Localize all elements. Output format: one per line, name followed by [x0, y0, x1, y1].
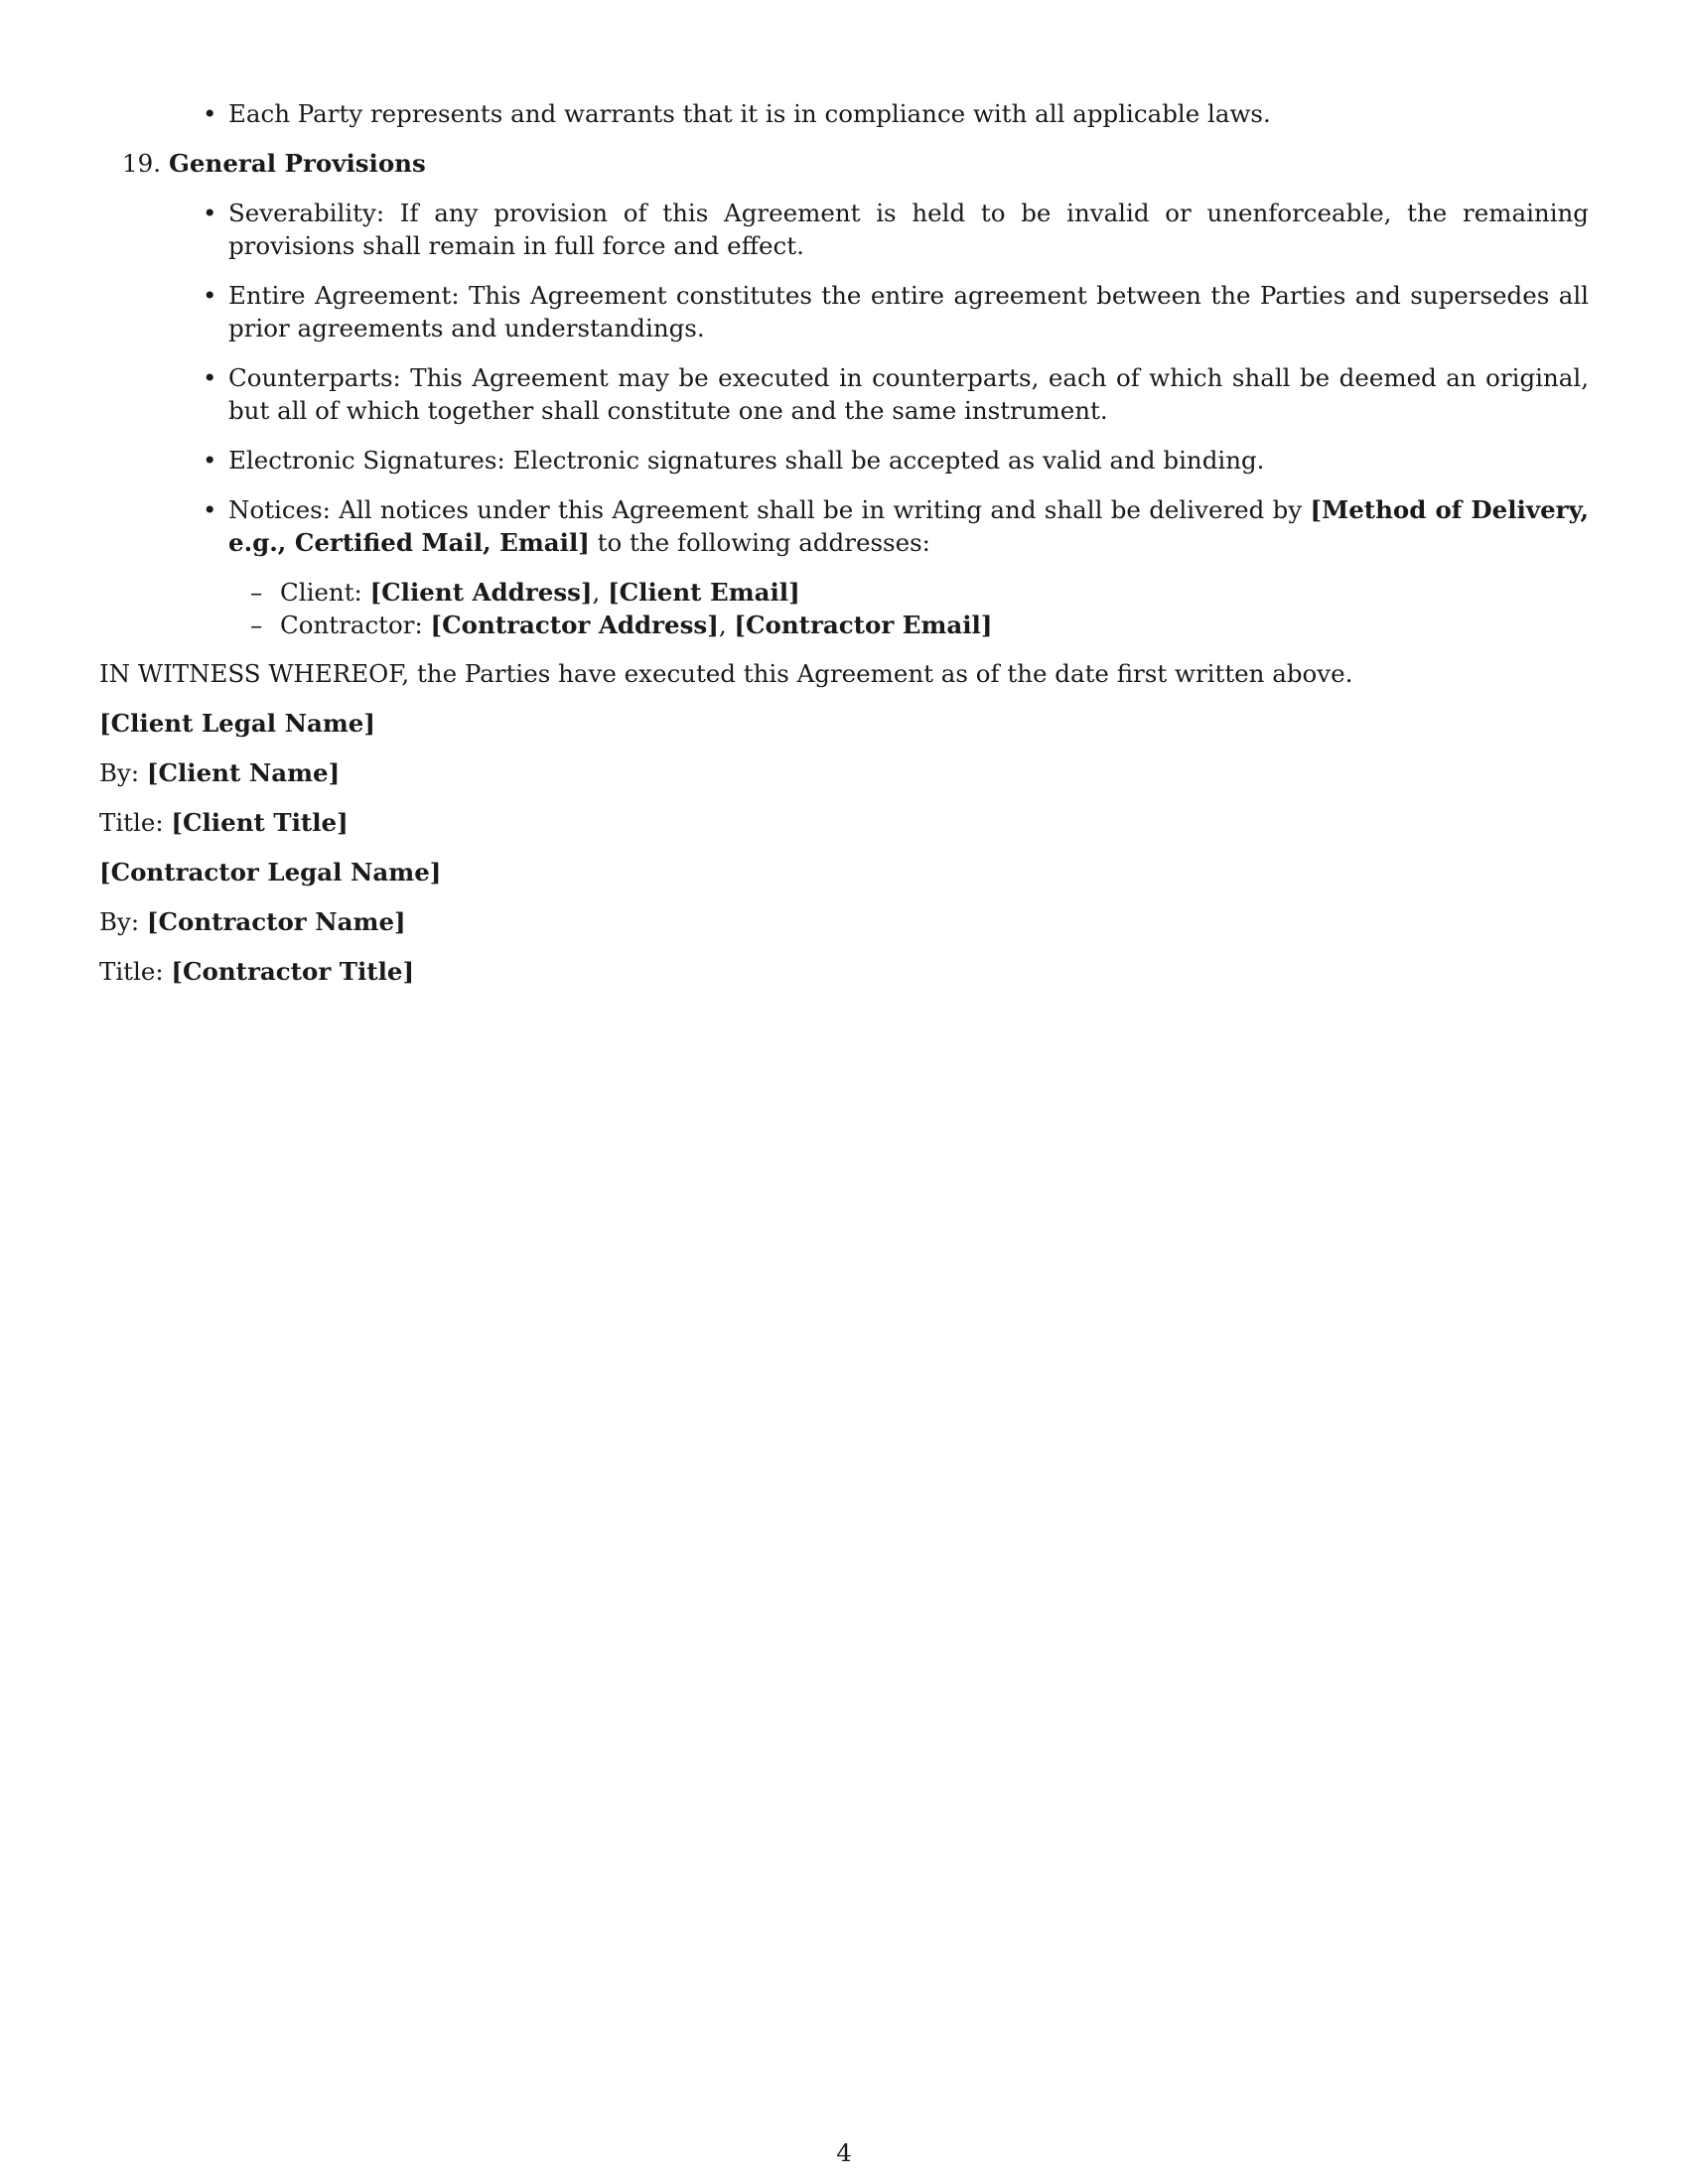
contractor-email: [Contractor Email]	[734, 611, 993, 639]
bullet-marker: •	[203, 363, 217, 392]
notices-prefix: Notices: All notices under this Agreement shall be in writing and shall be delivered by	[228, 495, 1311, 524]
by-label: By:	[99, 758, 147, 787]
contractor-address: [Contractor Address]	[430, 611, 719, 639]
notices-method: [Method of Delivery, e.g., Certified Mail, Email]	[228, 495, 1589, 557]
list-item-entire-agreement	[203, 279, 1589, 344]
list-item-text: Electronic Signatures: Electronic signatures shall be accepted as valid and binding.	[228, 446, 1265, 475]
witness-paragraph: IN WITNESS WHEREOF, the Parties have executed this Agreement as of the date first written above.	[99, 659, 1353, 688]
bullet-marker: •	[203, 199, 217, 227]
page-number: 4	[836, 2138, 852, 2167]
title-label: Title:	[99, 957, 172, 986]
section-title: General Provisions	[169, 149, 426, 178]
page-content	[99, 97, 1589, 988]
contractor-name: [Contractor Name]	[146, 907, 406, 936]
contractor-title-line	[99, 955, 1589, 988]
client-email: [Client Email]	[608, 578, 800, 607]
client-legal-name: [Client Legal Name]	[99, 709, 375, 738]
by-label: By:	[99, 907, 147, 936]
list-item-text: Counterparts: This Agreement may be executed in counterparts, each of which shall be deemed an original, but all of which together shall constitute one and the same instrument.	[228, 363, 1589, 425]
client-by-line	[99, 756, 1589, 789]
separator: ,	[718, 611, 735, 639]
dash-marker: –	[250, 611, 263, 639]
notice-address-contractor	[250, 609, 1589, 641]
dash-marker: –	[250, 578, 263, 607]
bullet-marker: •	[203, 99, 217, 128]
notices-suffix: to the following addresses:	[589, 528, 930, 557]
bullet-marker: •	[203, 281, 217, 310]
client-title-line	[99, 806, 1589, 839]
client-label: Client:	[280, 578, 370, 607]
separator: ,	[592, 578, 609, 607]
list-item-text: Severability: If any provision of this Agreement is held to be invalid or unenforceable, the remaining provisions shall remain in full force and effect.	[228, 199, 1589, 260]
section-heading	[122, 147, 1589, 180]
bullet-marker: •	[203, 446, 217, 475]
list-item-notices	[203, 493, 1589, 559]
notice-address-client	[250, 576, 1589, 609]
contractor-title: [Contractor Title]	[171, 957, 415, 986]
title-label: Title:	[99, 808, 172, 837]
client-address: [Client Address]	[369, 578, 593, 607]
section-number: 19.	[122, 149, 161, 178]
list-item-text: Each Party represents and warrants that it is in compliance with all applicable laws.	[228, 99, 1271, 128]
list-item-compliance	[203, 97, 1589, 130]
list-item-text: Entire Agreement: This Agreement constitutes the entire agreement between the Parties and supersedes all prior agreements and understandings.	[228, 281, 1589, 342]
list-item-electronic-signatures	[203, 444, 1589, 477]
list-item-counterparts	[203, 361, 1589, 427]
contractor-by-line	[99, 905, 1589, 938]
list-item-severability	[203, 197, 1589, 262]
bullet-marker: •	[203, 495, 217, 524]
client-title: [Client Title]	[171, 808, 349, 837]
contractor-label: Contractor:	[280, 611, 431, 639]
contractor-legal-name: [Contractor Legal Name]	[99, 858, 442, 887]
client-name: [Client Name]	[146, 758, 341, 787]
